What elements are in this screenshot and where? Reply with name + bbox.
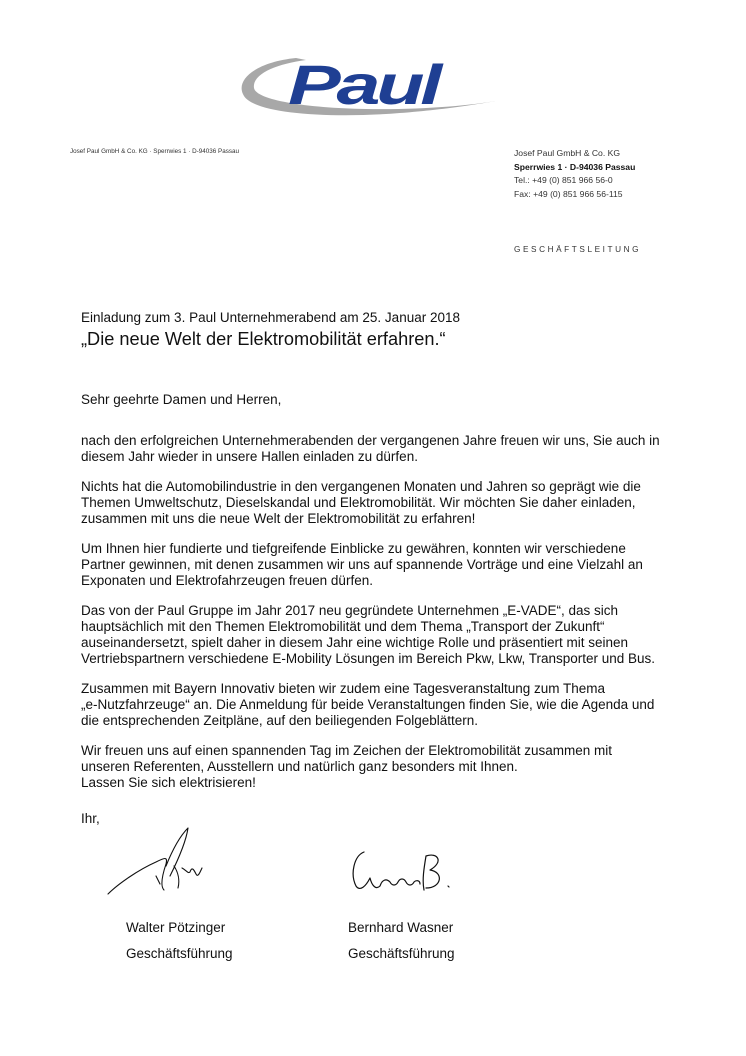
signer-left — [126, 915, 233, 967]
text-line: hauptsächlich mit den Themen Elektromobilität und dem Thema „Transport der Zukunft“ — [81, 619, 605, 634]
text-line: Partner gewinnen, mit denen zusammen wir uns auf spannende Vorträge und eine Vielzahl an — [81, 557, 643, 572]
text-line: Vertriebspartnern verschiedene E-Mobility Lösungen im Bereich Pkw, Lkw, Transporter und Bus. — [81, 651, 656, 666]
logo-wordmark: Paul — [288, 53, 445, 116]
text-line: Wir freuen uns auf einen spannenden Tag im Zeichen der Elektromobilität zusammen mit — [81, 743, 613, 758]
company-street-city: Sperrwies 1 · D-94036 Passau — [514, 161, 636, 172]
text-line: diesem Jahr wieder in unsere Hallen einladen zu dürfen. — [81, 449, 418, 464]
paragraph — [81, 433, 681, 465]
signer-role: Geschäftsführung — [126, 946, 233, 961]
text-line: Exponaten und Elektrofahrzeugen freuen dürfen. — [81, 573, 373, 588]
company-address-block — [514, 147, 635, 201]
department-label: GESCHÄFTSLEITUNG — [514, 245, 642, 254]
text-line: Lassen Sie sich elektrisieren! — [81, 775, 256, 790]
text-line: auseinandersetzt, spielt daher in diesem Jahr eine wichtige Rolle und präsentiert mit seinen — [81, 635, 629, 650]
signature-walter-poetzinger — [104, 826, 210, 898]
text-line: Themen Umweltschutz, Dieselskandal und Elektromobilität. Wir möchten Sie daher einladen, — [81, 495, 636, 510]
paragraph — [81, 479, 681, 527]
text-line: zusammen mit uns die neue Welt der Elektromobilität zu erfahren! — [81, 511, 476, 526]
letter-subject: Einladung zum 3. Paul Unternehmerabend am 25. Januar 2018 — [81, 310, 460, 325]
letter-closing: Ihr, — [81, 811, 100, 826]
paragraph — [81, 681, 681, 729]
company-fax: Fax: +49 (0) 851 966 56-115 — [514, 188, 623, 199]
signature-bernhard-wasner — [346, 842, 454, 896]
text-line: Um Ihnen hier fundierte und tiefgreifende Einblicke zu gewähren, konnten wir verschiedene — [81, 541, 626, 556]
letter-headline: „Die neue Welt der Elektromobilität erfahren.“ — [81, 329, 446, 349]
text-line: nach den erfolgreichen Unternehmerabenden der vergangenen Jahre freuen wir uns, Sie auch in — [81, 433, 660, 448]
text-line: Nichts hat die Automobilindustrie in den vergangenen Monaten und Jahren so geprägt wie die — [81, 479, 641, 494]
signer-name: Bernhard Wasner — [348, 920, 454, 935]
paragraph — [81, 743, 681, 791]
text-line: Das von der Paul Gruppe im Jahr 2017 neu gegründete Unternehmen „E-VADE“, das sich — [81, 603, 619, 618]
text-line: „e-Nutzfahrzeuge“ an. Die Anmeldung für beide Veranstaltungen finden Sie, wie die Agenda und — [81, 697, 655, 712]
sender-return-line: Josef Paul GmbH & Co. KG · Sperrwies 1 · D-94036 Passau — [70, 148, 240, 155]
text-line: die entsprechenden Zeitpläne, auf den beiliegenden Folgeblättern. — [81, 713, 479, 728]
signer-role: Geschäftsführung — [348, 946, 455, 961]
paul-logo — [236, 50, 502, 120]
paragraph — [81, 603, 681, 667]
company-name: Josef Paul GmbH & Co. KG — [514, 148, 621, 158]
company-phone: Tel.: +49 (0) 851 966 56-0 — [514, 175, 613, 186]
signer-name: Walter Pötzinger — [126, 920, 226, 935]
text-line: Zusammen mit Bayern Innovativ bieten wir zudem eine Tagesveranstaltung zum Thema — [81, 681, 606, 696]
text-line: unseren Referenten, Ausstellern und natürlich ganz besonders mit Ihnen. — [81, 759, 518, 774]
signer-right — [348, 915, 455, 967]
letter-salutation: Sehr geehrte Damen und Herren, — [81, 392, 282, 407]
paragraph — [81, 541, 681, 589]
letter-body — [81, 433, 681, 805]
